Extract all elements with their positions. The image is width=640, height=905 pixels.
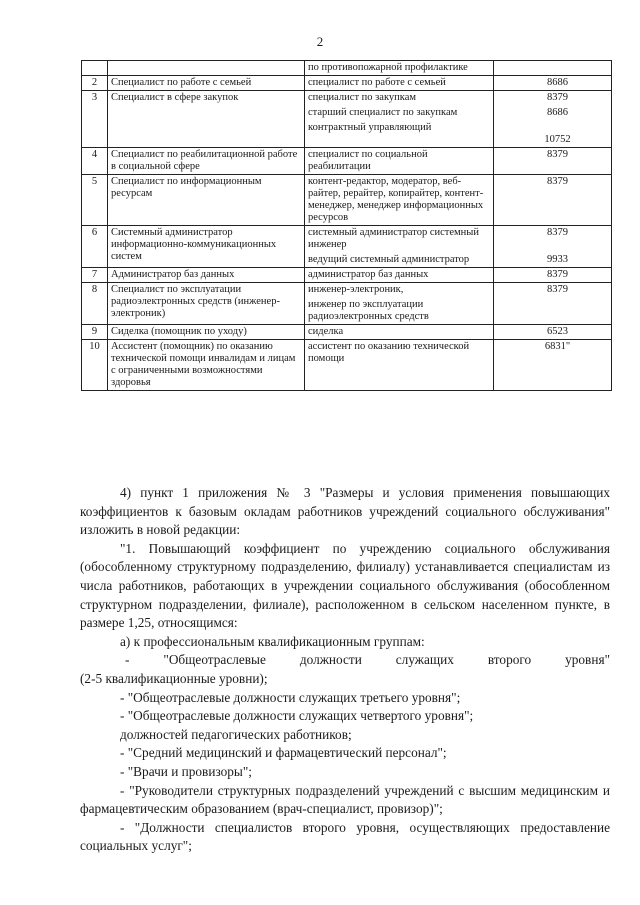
row-number: 9 <box>82 325 108 340</box>
paragraph-clause-1: "1. Повышающий коэффициент по учреждению социального обслуживания (обособленному структурному подразделению, филиалу) устанавливается специалистам из числа работников, работающих в учреждении социального обслуживания (обособленном структурном подразделении, филиале), расположенном в сельском населенном пункте, в размере 1,25, относящимся: <box>80 540 610 631</box>
page-number: 2 <box>316 34 324 49</box>
position-name: контрактный управляющий <box>308 122 432 133</box>
table-row <box>82 340 612 391</box>
position-name: системный администратор системный инженер <box>308 227 479 250</box>
salary-value: 6831" <box>544 341 571 352</box>
positions-table <box>81 60 612 391</box>
table-row <box>82 175 612 226</box>
positions-cell <box>305 283 494 325</box>
list-item-pedagogical: должностей педагогических работников; <box>120 726 352 742</box>
positions-cell <box>305 226 494 268</box>
position-name: сиделка <box>308 326 344 337</box>
row-number: 4 <box>82 148 108 175</box>
salary-cell <box>494 91 612 148</box>
profession-cell: Специалист по работе с семьей <box>108 76 305 91</box>
position-name: специалист по социальной реабилитации <box>308 149 428 172</box>
position-name: специалист по закупкам <box>308 92 417 103</box>
profession-cell: Специалист по реабилитационной работе в социальной сфере <box>108 148 305 175</box>
paragraph-item-4: 4) пункт 1 приложения № 3 "Размеры и условия применения повышающих коэффициентов к базовым окладам работников учреждений социального обслуживания" изложить в новой редакции: <box>80 485 610 538</box>
positions-cell <box>305 148 494 175</box>
table-row <box>82 325 612 340</box>
salary-cell <box>494 61 612 76</box>
positions-cell <box>305 268 494 283</box>
position-name: инженер-электроник, <box>308 284 404 295</box>
list-item-general-level-2-cont: (2-5 квалификационные уровни); <box>80 670 268 686</box>
profession-cell: Ассистент (помощник) по оказанию технической помощи инвалидам и лицам с ограниченными возможностями здоровья <box>108 340 305 391</box>
row-number: 6 <box>82 226 108 268</box>
table-row <box>82 268 612 283</box>
table-row <box>82 91 612 148</box>
position-name: старший специалист по закупкам <box>308 107 458 118</box>
salary-cell <box>494 325 612 340</box>
profession-cell: Специалист по эксплуатации радиоэлектронных средств (инженер-электроник) <box>108 283 305 325</box>
salary-value: 8686 <box>547 107 568 118</box>
salary-value: 8379 <box>547 149 568 160</box>
salary-value: 8379 <box>547 227 568 238</box>
salary-cell <box>494 175 612 226</box>
position-name: инженер по эксплуатации радиоэлектронных средств <box>308 299 429 322</box>
row-number <box>82 61 108 76</box>
salary-cell <box>494 268 612 283</box>
salary-value: 9933 <box>547 254 568 265</box>
list-item-general-level-2: - "Общеотраслевые должности служащих второго уровня" <box>125 652 610 668</box>
row-number: 3 <box>82 91 108 148</box>
table-row <box>82 76 612 91</box>
salary-value: 10752 <box>544 134 571 145</box>
row-number: 5 <box>82 175 108 226</box>
table-row <box>82 283 612 325</box>
position-name: ведущий системный администратор <box>308 254 470 265</box>
profession-cell: Специалист в сфере закупок <box>108 91 305 148</box>
salary-value: 8379 <box>547 176 568 187</box>
salary-cell <box>494 76 612 91</box>
positions-cell <box>305 340 494 391</box>
position-name: контент-редактор, модератор, веб-райтер, рерайтер, копирайтер, контент-менеджер, менеджер информационных ресурсов <box>308 176 484 223</box>
position-name: администратор баз данных <box>308 269 429 280</box>
list-item-social-services: - "Должности специалистов второго уровня, осуществляющих предоставление социальных услуг"; <box>80 819 610 854</box>
salary-cell <box>494 283 612 325</box>
profession-cell: Сиделка (помощник по уходу) <box>108 325 305 340</box>
table-row <box>82 148 612 175</box>
positions-cell <box>305 175 494 226</box>
profession-cell: Специалист по информационным ресурсам <box>108 175 305 226</box>
salary-cell <box>494 340 612 391</box>
salary-value: 8686 <box>547 77 568 88</box>
salary-value: 8379 <box>547 284 568 295</box>
list-item-medical: - "Средний медицинский и фармацевтический персонал"; <box>120 745 447 761</box>
table-row <box>82 61 612 76</box>
salary-value: 6523 <box>547 326 568 337</box>
profession-cell: Администратор баз данных <box>108 268 305 283</box>
salary-cell <box>494 148 612 175</box>
positions-cell <box>305 61 494 76</box>
row-number: 10 <box>82 340 108 391</box>
profession-cell <box>108 61 305 76</box>
list-item-general-level-3: - "Общеотраслевые должности служащих третьего уровня"; <box>120 689 461 705</box>
list-item-heads: - "Руководители структурных подразделений учреждений с высшим медицинским и фармацевтическим образованием (врач-специалист, провизор)"; <box>80 782 610 817</box>
row-number: 7 <box>82 268 108 283</box>
positions-cell <box>305 76 494 91</box>
positions-cell <box>305 91 494 148</box>
table-row <box>82 226 612 268</box>
row-number: 8 <box>82 283 108 325</box>
positions-cell <box>305 325 494 340</box>
salary-cell <box>494 226 612 268</box>
document-body <box>80 484 610 856</box>
salary-value: 8379 <box>547 269 568 280</box>
salary-value: 8379 <box>547 92 568 103</box>
position-name: ассистент по оказанию технической помощи <box>308 341 470 364</box>
position-name: специалист по работе с семьей <box>308 77 446 88</box>
position-name: по противопожарной профилактике <box>308 62 468 73</box>
list-item-doctors: - "Врачи и провизоры"; <box>120 763 252 779</box>
profession-cell: Системный администратор информационно-коммуникационных систем <box>108 226 305 268</box>
paragraph-subclause-a: а) к профессиональным квалификационным группам: <box>120 633 425 649</box>
list-item-general-level-4: - "Общеотраслевые должности служащих четвертого уровня"; <box>120 708 474 724</box>
row-number: 2 <box>82 76 108 91</box>
